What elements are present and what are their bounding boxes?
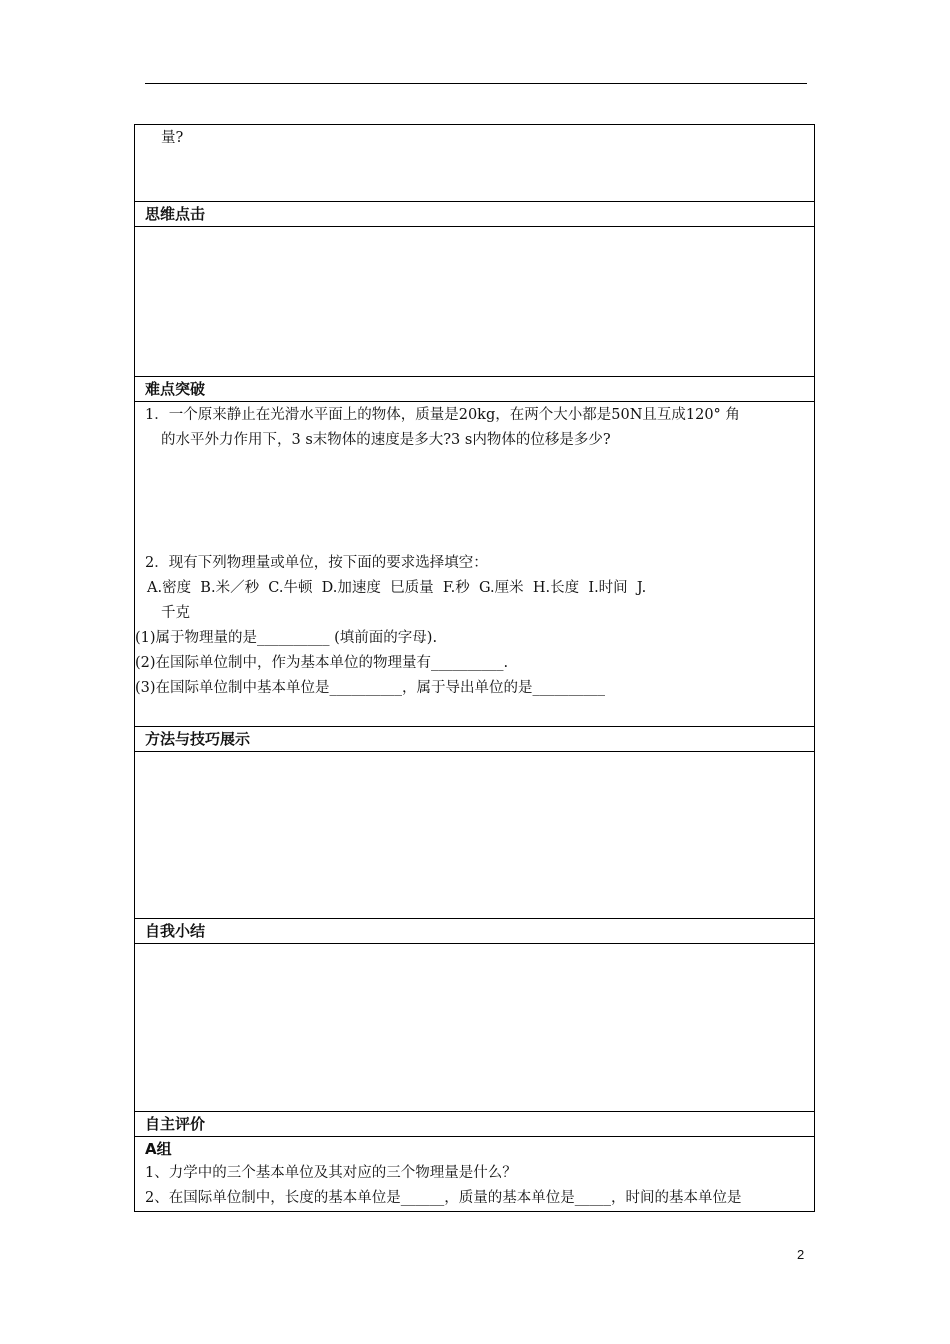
evaluation-question-1: 1、力学中的三个基本单位及其对应的三个物理量是什么？ (145, 1165, 517, 1181)
question-2-options-line-2: 千克 (161, 605, 190, 621)
worksheet-table (134, 124, 815, 1212)
method-header: 方法与技巧展示 (135, 727, 814, 752)
evaluation-content (135, 1137, 814, 1211)
question-2-options-line-1: A.密度 B.米／秒 C.牛顿 D.加速度 巳质量 F.秒 G.厘米 H.长度 I.时间 J. (147, 580, 647, 596)
summary-answer-area (135, 944, 814, 1112)
evaluation-question-2: 2、在国际单位制中，长度的基本单位是______，质量的基本单位是_____，时间的基本单位是 (145, 1190, 742, 1206)
question-2-sub-3: (3)在国际单位制中基本单位是__________，属于导出单位的是__________ (135, 680, 606, 696)
continuation-cell (135, 126, 814, 202)
difficulty-header: 难点突破 (135, 377, 814, 402)
question-2-sub-2: (2)在国际单位制中，作为基本单位的物理量有__________. (135, 655, 509, 671)
question-2-sub-1: (1)属于物理量的是__________ (填前面的字母). (135, 630, 438, 646)
thinking-answer-area (135, 227, 814, 377)
page-number: 2 (797, 1247, 805, 1262)
difficulty-content (135, 402, 814, 727)
summary-header: 自我小结 (135, 919, 814, 944)
group-a-label: A组 (145, 1140, 172, 1158)
question-2-line-1: 2．现有下列物理量或单位，按下面的要求选择填空： (145, 555, 488, 571)
header-rule (145, 83, 807, 84)
method-answer-area (135, 752, 814, 919)
continuation-text: 量? (161, 130, 184, 146)
evaluation-header: 自主评价 (135, 1112, 814, 1137)
question-1-line-2: 的水平外力作用下，3 s末物体的速度是多大?3 s内物体的位移是多少? (161, 432, 611, 448)
thinking-header: 思维点击 (135, 202, 814, 227)
question-1-line-1: 1．一个原来静止在光滑水平面上的物体，质量是20kg，在两个大小都是50N且互成120° 角 (145, 407, 740, 423)
